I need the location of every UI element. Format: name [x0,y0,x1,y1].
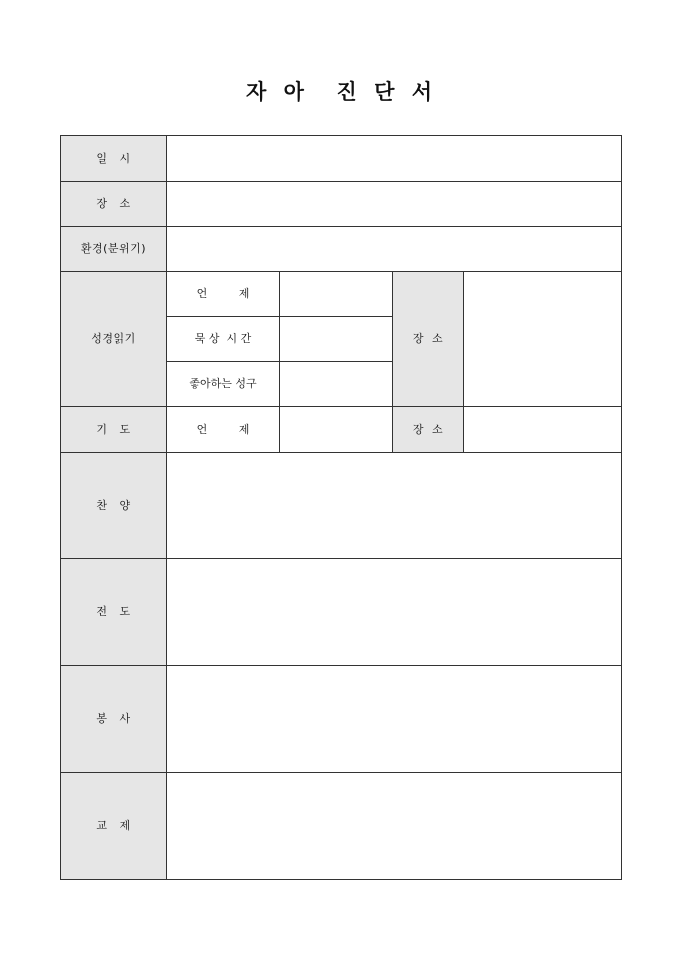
form-row-evangelism [61,559,622,666]
meditation-time-label: 묵 상 시 간 [167,317,280,362]
prayer-label: 기 도 [61,407,167,453]
form-row-praise [61,453,622,559]
evangelism-field[interactable] [167,559,622,666]
place-label: 장 소 [61,182,167,227]
form-row-bible-reading-when [61,272,622,317]
form-row-prayer [61,407,622,453]
form-row-place [61,182,622,227]
bible-reading-label: 성경읽기 [61,272,167,407]
favorite-verse-label: 좋아하는 성구 [167,362,280,407]
bible-reading-when-field[interactable] [280,272,393,317]
prayer-place-label: 장 소 [393,407,464,453]
environment-label: 환경(분위기) [61,227,167,272]
bible-reading-place-label: 장 소 [393,272,464,407]
prayer-place-field[interactable] [464,407,622,453]
prayer-when-label: 언 제 [167,407,280,453]
service-label: 봉 사 [61,666,167,773]
self-diagnosis-form [60,135,622,880]
form-row-service [61,666,622,773]
date-field[interactable] [167,136,622,182]
form-row-fellowship [61,773,622,880]
form-row-environment [61,227,622,272]
fellowship-label: 교 제 [61,773,167,880]
bible-reading-place-field[interactable] [464,272,622,407]
date-label: 일 시 [61,136,167,182]
service-field[interactable] [167,666,622,773]
fellowship-field[interactable] [167,773,622,880]
meditation-time-field[interactable] [280,317,393,362]
favorite-verse-field[interactable] [280,362,393,407]
praise-field[interactable] [167,453,622,559]
prayer-when-field[interactable] [280,407,393,453]
environment-field[interactable] [167,227,622,272]
document-title: 자 아 진 단 서 [246,79,434,104]
bible-reading-when-label: 언 제 [167,272,280,317]
place-field[interactable] [167,182,622,227]
praise-label: 찬 양 [61,453,167,559]
evangelism-label: 전 도 [61,559,167,666]
form-row-date [61,136,622,182]
